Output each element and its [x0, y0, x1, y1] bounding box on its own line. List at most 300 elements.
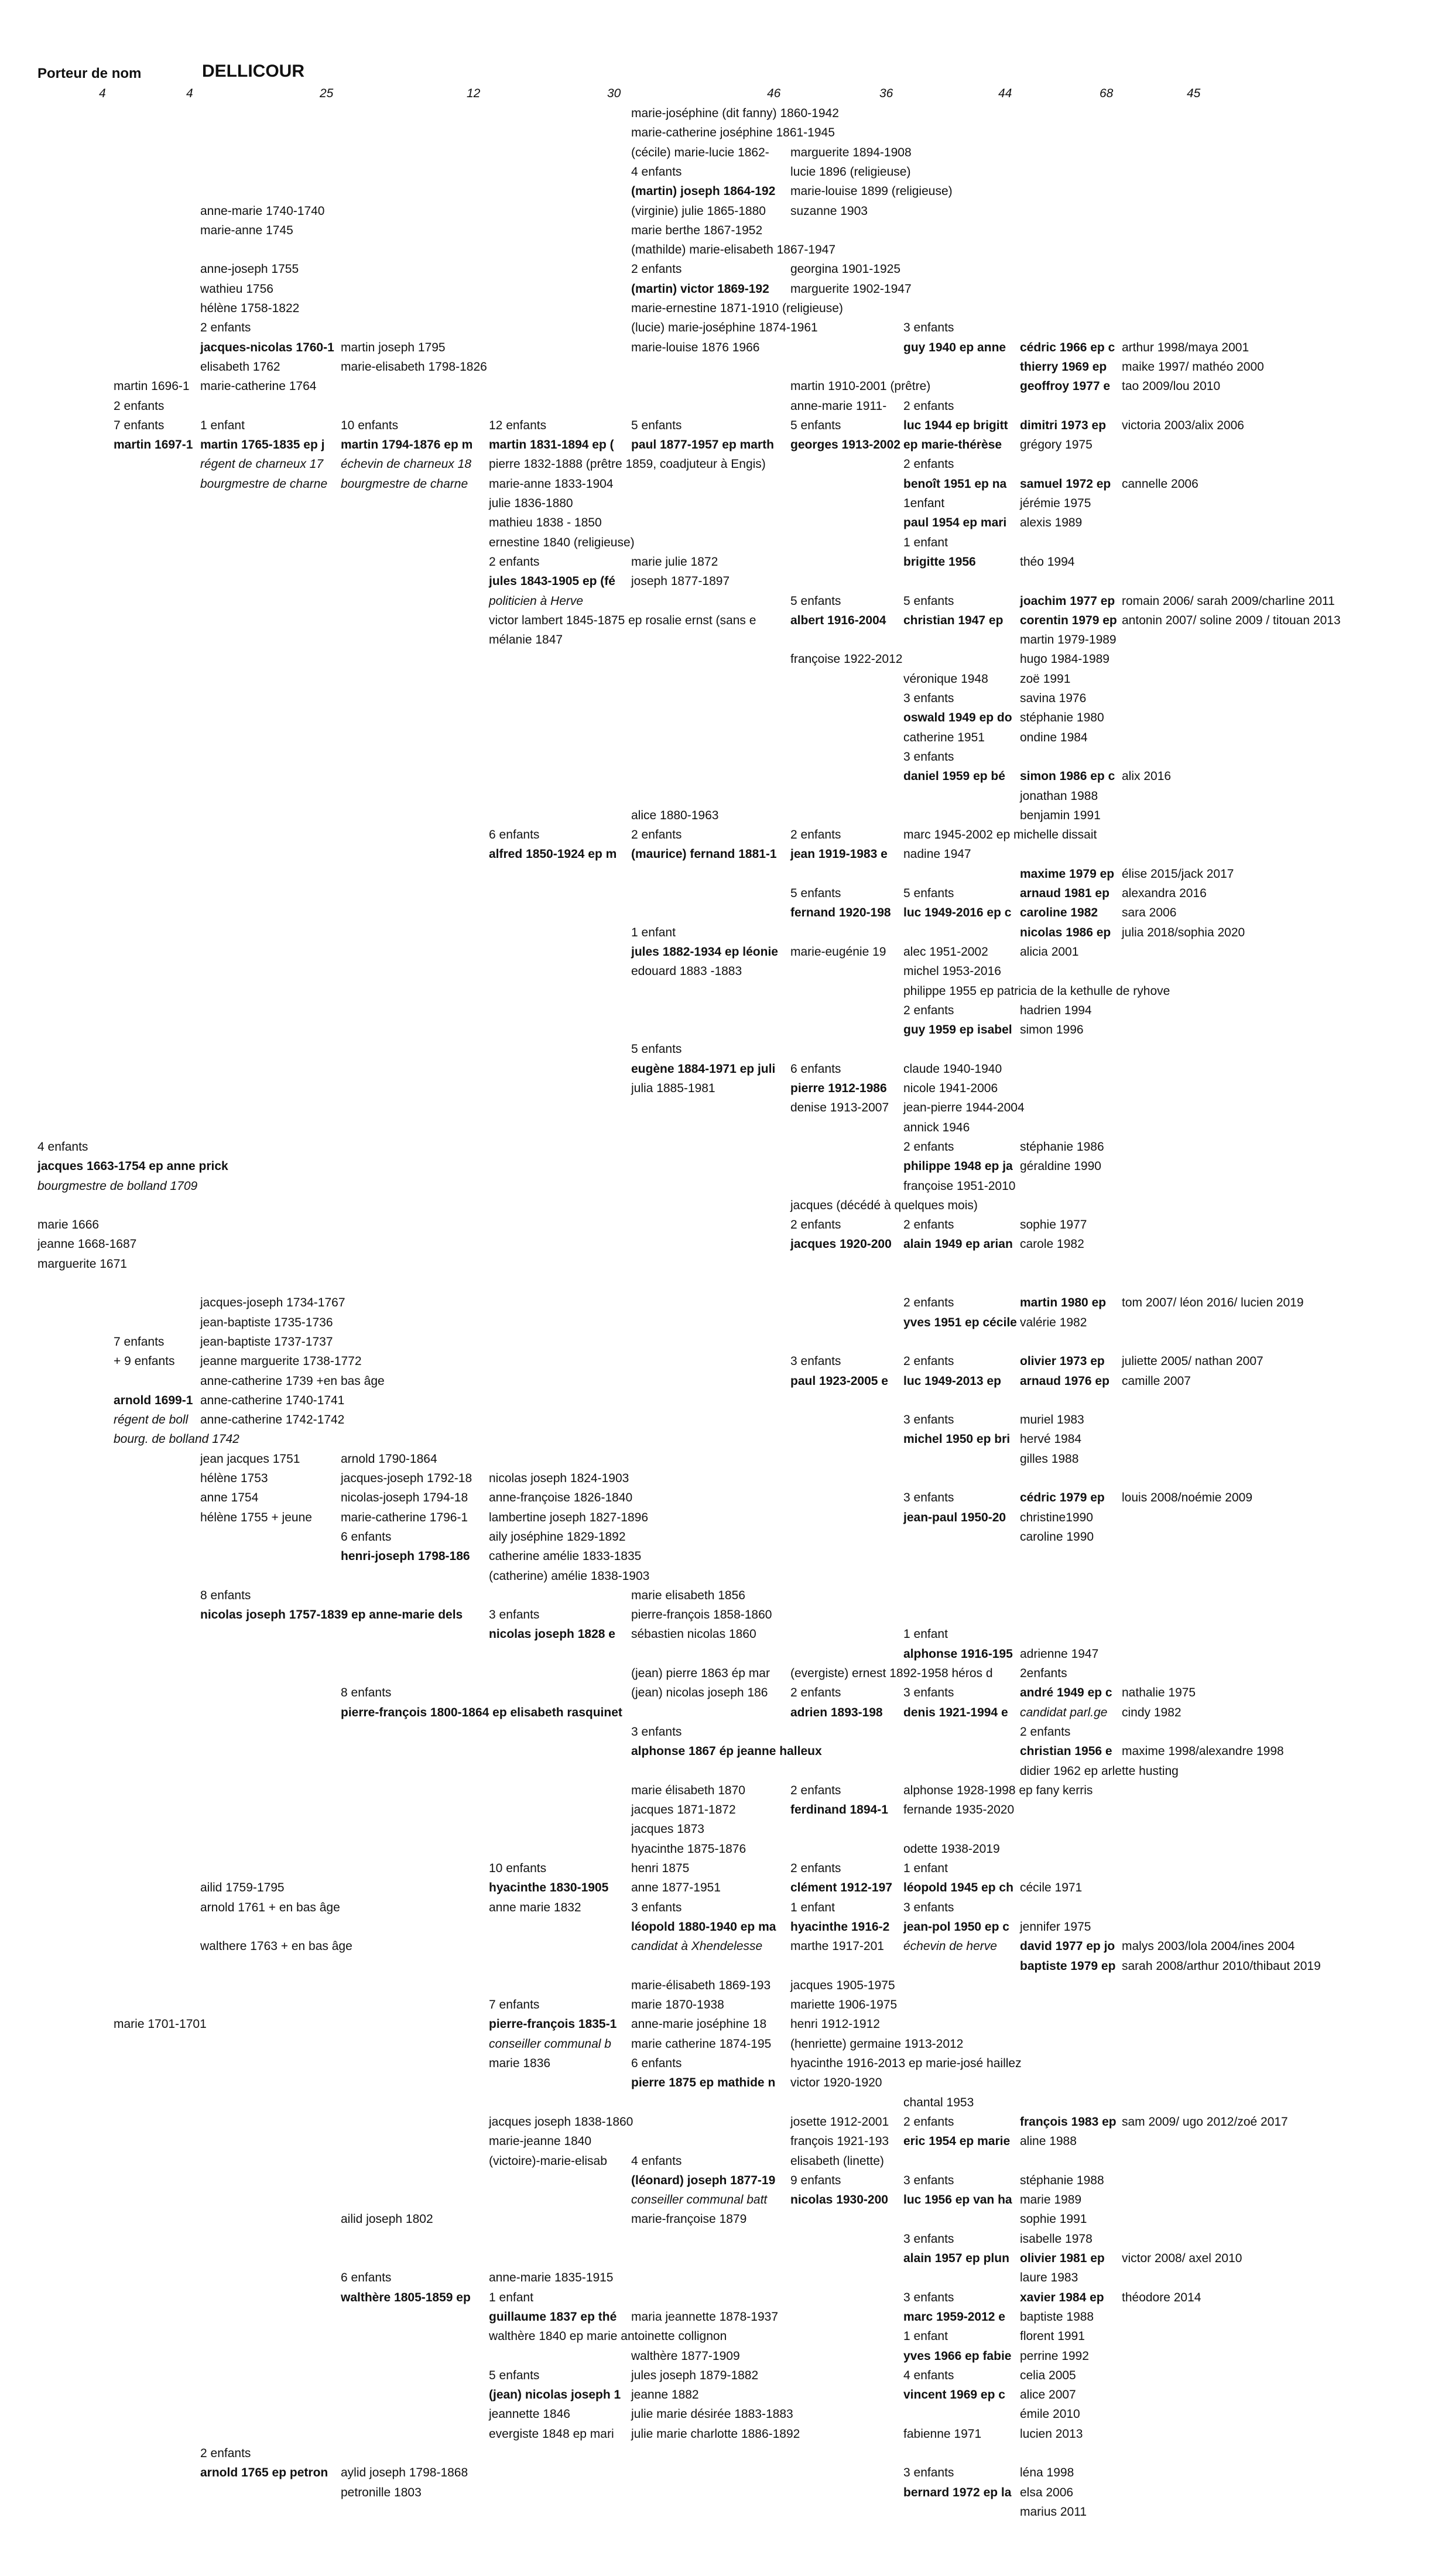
tree-cell: arnold 1790-1864 [341, 1452, 437, 1466]
tree-cell: arnold 1761 + en bas âge [200, 1900, 340, 1914]
tree-cell: 5 enfants [631, 1042, 682, 1056]
tree-cell: 7 enfants [489, 1998, 540, 2012]
tree-cell: victoria 2003/alix 2006 [1122, 418, 1244, 432]
tree-cell: françois 1921-193 [790, 2134, 889, 2149]
tree-cell: jean-paul 1950-20 [903, 1510, 1006, 1524]
tree-cell: camille 2007 [1122, 1374, 1191, 1388]
tree-cell: marie-anne 1745 [200, 223, 293, 237]
tree-cell: 3 enfants [903, 692, 954, 705]
tree-cell: nathalie 1975 [1122, 1686, 1196, 1700]
tree-cell: juliette 2005/ nathan 2007 [1122, 1354, 1263, 1369]
tree-cell: 5 enfants [903, 887, 954, 900]
tree-cell: 2 enfants [200, 2447, 251, 2460]
tree-cell: léopold 1945 ep ch [903, 1881, 1013, 1895]
tree-cell: 3 enfants [903, 1413, 954, 1427]
tree-cell: zoë 1991 [1020, 672, 1071, 686]
tree-cell: cindy 1982 [1122, 1705, 1182, 1719]
tree-cell: jacques (décédé à quelques mois) [790, 1198, 978, 1212]
tree-cell: jacques 1905-1975 [790, 1978, 895, 1992]
tree-cell: martin 1979-1989 [1020, 633, 1117, 647]
tree-cell: fernand 1920-198 [790, 906, 891, 920]
tree-cell: (mathilde) marie-elisabeth 1867-1947 [631, 243, 836, 257]
tree-cell: 2 enfants [790, 1783, 841, 1797]
tree-cell: bourgmestre de charne [341, 477, 468, 491]
tree-cell: adrien 1893-198 [790, 1705, 883, 1719]
tree-cell: régent de boll [114, 1413, 189, 1427]
tree-cell: paul 1923-2005 e [790, 1374, 888, 1388]
tree-cell: (lucie) marie-joséphine 1874-1961 [631, 321, 818, 335]
tree-cell: christian 1947 ep [903, 613, 1004, 627]
tree-cell: marie-catherine joséphine 1861-1945 [631, 126, 835, 140]
tree-cell: jean 1919-1983 e [790, 847, 888, 861]
tree-cell: jeanne 1882 [631, 2388, 699, 2402]
tree-cell: 2 enfants [489, 555, 540, 569]
tree-cell: daniel 1959 ep bé [903, 769, 1005, 784]
tree-cell: marie catherine 1874-195 [631, 2037, 772, 2051]
tree-cell: alain 1949 ep arian [903, 1237, 1013, 1251]
tree-cell: marie-jeanne 1840 [489, 2134, 592, 2149]
tree-cell: 9 enfants [790, 2173, 841, 2187]
tree-cell: jeannette 1846 [489, 2407, 570, 2421]
tree-cell: 4 enfants [631, 165, 682, 179]
tree-cell: mathieu 1838 - 1850 [489, 516, 602, 530]
tree-cell: martin 1765-1835 ep j [200, 438, 325, 452]
gen-count: 36 [879, 87, 893, 100]
tree-cell: guillaume 1837 ep thé [489, 2310, 617, 2324]
tree-cell: yves 1951 ep cécile [903, 1315, 1017, 1329]
tree-cell: alphonse 1916-195 [903, 1647, 1013, 1661]
tree-cell: marc 1945-2002 ep michelle dissait [903, 828, 1097, 842]
tree-cell: 3 enfants [903, 2173, 954, 2187]
tree-cell: walthère 1877-1909 [631, 2349, 740, 2363]
tree-cell: stéphanie 1988 [1020, 2173, 1104, 2187]
tree-cell: marie-louise 1876 1966 [631, 340, 760, 354]
tree-cell: cédric 1966 ep c [1020, 340, 1115, 354]
tree-cell: hélène 1758-1822 [200, 302, 300, 315]
tree-cell: suzanne 1903 [790, 204, 868, 218]
tree-cell: geoffroy 1977 e [1020, 379, 1111, 394]
tree-cell: ferdinand 1894-1 [790, 1803, 888, 1817]
tree-cell: victor lambert 1845-1875 ep rosalie ernst (sans e [489, 613, 756, 627]
tree-cell: hélène 1755 + jeune [200, 1510, 312, 1524]
tree-cell: maxime 1979 ep [1020, 867, 1115, 881]
tree-cell: baptiste 1979 ep [1020, 1959, 1116, 1973]
tree-cell: 2 enfants [1020, 1725, 1071, 1739]
tree-cell: françoise 1922-2012 [790, 652, 903, 666]
tree-cell: albert 1916-2004 [790, 613, 886, 627]
gen-count: 12 [467, 87, 481, 100]
tree-cell: arnold 1765 ep petron [200, 2466, 328, 2480]
tree-cell: régent de charneux 17 [200, 457, 324, 471]
tree-cell: stéphanie 1986 [1020, 1140, 1104, 1154]
tree-cell: arnaud 1976 ep [1020, 1374, 1109, 1388]
tree-cell: guy 1959 ep isabel [903, 1023, 1012, 1037]
tree-cell: paul 1877-1957 ep marth [631, 438, 774, 452]
tree-cell: candidat parl.ge [1020, 1705, 1108, 1719]
tree-cell: 1 enfant [631, 925, 676, 939]
tree-cell: savina 1976 [1020, 692, 1087, 705]
tree-cell: 2 enfants [903, 2115, 954, 2129]
tree-cell: (henriette) germaine 1913-2012 [790, 2037, 964, 2051]
tree-cell: philippe 1955 ep patricia de la kethulle de ryhove [903, 984, 1170, 998]
tree-cell: oswald 1949 ep do [903, 711, 1012, 725]
tree-cell: alexis 1989 [1020, 516, 1083, 530]
tree-cell: marthe 1917-201 [790, 1939, 884, 1954]
tree-cell: 5 enfants [790, 418, 841, 432]
tree-cell: nicolas 1930-200 [790, 2193, 888, 2207]
tree-cell: guy 1940 ep anne [903, 340, 1006, 354]
tree-cell: 2 enfants [903, 457, 954, 471]
tree-cell: jacques 1920-200 [790, 1237, 892, 1251]
tree-cell: 2 enfants [790, 1686, 841, 1700]
tree-cell: hélène 1753 [200, 1472, 268, 1485]
tree-cell: pierre 1912-1986 [790, 1082, 887, 1095]
tree-cell: elisabeth (linette) [790, 2154, 884, 2168]
tree-cell: 3 enfants [903, 2466, 954, 2480]
tree-cell: 3 enfants [903, 321, 954, 335]
tree-cell: yves 1966 ep fabie [903, 2349, 1012, 2363]
tree-cell: anne-marie 1740-1740 [200, 204, 325, 218]
tree-cell: lambertine joseph 1827-1896 [489, 1510, 649, 1524]
tree-cell: 2 enfants [903, 1354, 954, 1369]
tree-cell: (martin) victor 1869-192 [631, 282, 769, 296]
tree-cell: 1 enfant [903, 1862, 948, 1875]
tree-cell: anne-joseph 1755 [200, 262, 299, 276]
tree-cell: aline 1988 [1020, 2134, 1077, 2149]
tree-cell: maria jeannette 1878-1937 [631, 2310, 779, 2324]
tree-cell: 3 enfants [790, 1354, 841, 1369]
tree-cell: marie-catherine 1764 [200, 379, 317, 394]
tree-cell: 2 enfants [631, 262, 682, 276]
tree-cell: simon 1996 [1020, 1023, 1084, 1037]
tree-cell: luc 1949-2016 ep c [903, 906, 1012, 920]
tree-cell: jacques 1873 [631, 1822, 704, 1836]
tree-cell: anne-marie joséphine 18 [631, 2017, 767, 2031]
tree-cell: (virginie) julie 1865-1880 [631, 204, 766, 218]
tree-cell: thierry 1969 ep [1020, 360, 1107, 374]
tree-cell: florent 1991 [1020, 2329, 1085, 2344]
tree-cell: conseiller communal b [489, 2037, 611, 2051]
tree-cell: jonathan 1988 [1020, 789, 1098, 803]
tree-cell: alain 1957 ep plun [903, 2252, 1009, 2265]
tree-cell: tom 2007/ léon 2016/ lucien 2019 [1122, 1296, 1304, 1310]
tree-cell: cannelle 2006 [1122, 477, 1198, 491]
tree-cell: marie-louise 1899 (religieuse) [790, 184, 953, 199]
tree-cell: mariette 1906-1975 [790, 1998, 898, 2012]
tree-cell: jean-baptiste 1737-1737 [200, 1335, 333, 1349]
tree-cell: caroline 1990 [1020, 1530, 1094, 1544]
tree-cell: théo 1994 [1020, 555, 1075, 569]
tree-cell: vincent 1969 ep c [903, 2388, 1005, 2402]
tree-cell: pierre 1875 ep mathide n [631, 2076, 776, 2090]
tree-cell: caroline 1982 [1020, 906, 1098, 920]
tree-cell: 3 enfants [903, 2232, 954, 2246]
gen-count: 45 [1187, 87, 1201, 100]
tree-cell: échevin de charneux 18 [341, 457, 471, 471]
tree-cell: valérie 1982 [1020, 1315, 1087, 1329]
tree-cell: perrine 1992 [1020, 2349, 1089, 2363]
tree-cell: dimitri 1973 ep [1020, 418, 1107, 432]
tree-cell: 3 enfants [903, 2290, 954, 2304]
tree-cell: denis 1921-1994 e [903, 1705, 1008, 1719]
tree-cell: alicia 2001 [1020, 945, 1079, 959]
tree-cell: victor 2008/ axel 2010 [1122, 2252, 1242, 2265]
tree-cell: clément 1912-197 [790, 1881, 892, 1895]
tree-cell: pierre-françois 1858-1860 [631, 1608, 772, 1622]
tree-cell: tao 2009/lou 2010 [1122, 379, 1221, 394]
tree-cell: celia 2005 [1020, 2368, 1076, 2382]
tree-cell: 7 enfants [114, 1335, 165, 1349]
tree-cell: baptiste 1988 [1020, 2310, 1094, 2324]
tree-cell: walthere 1763 + en bas âge [200, 1939, 352, 1954]
tree-cell: martin 1831-1894 ep ( [489, 438, 614, 452]
tree-cell: sophie 1991 [1020, 2212, 1087, 2226]
tree-cell: léna 1998 [1020, 2466, 1074, 2480]
tree-cell: marie 1870-1938 [631, 1998, 724, 2012]
tree-cell: anne 1754 [200, 1491, 259, 1505]
tree-cell: sophie 1977 [1020, 1218, 1087, 1232]
tree-cell: 2 enfants [790, 1862, 841, 1875]
tree-cell: nicolas 1986 ep [1020, 925, 1111, 939]
tree-cell: benjamin 1991 [1020, 808, 1101, 822]
tree-cell: 5 enfants [790, 887, 841, 900]
tree-cell: arnaud 1981 ep [1020, 887, 1109, 900]
tree-cell: martin 1980 ep [1020, 1296, 1107, 1310]
tree-cell: sarah 2008/arthur 2010/thibaut 2019 [1122, 1959, 1321, 1973]
tree-cell: nicolas joseph 1757-1839 ep anne-marie dels [200, 1608, 463, 1622]
tree-cell: joseph 1877-1897 [631, 574, 730, 589]
tree-cell: sam 2009/ ugo 2012/zoé 2017 [1122, 2115, 1288, 2129]
tree-cell: 1 enfant [903, 535, 948, 549]
tree-cell: jennifer 1975 [1020, 1920, 1091, 1934]
tree-cell: wathieu 1756 [200, 282, 273, 296]
tree-cell: christine1990 [1020, 1510, 1093, 1524]
tree-cell: pierre-françois 1835-1 [489, 2017, 617, 2031]
tree-cell: 1 enfant [200, 418, 245, 432]
tree-cell: catherine 1951 [903, 730, 985, 744]
tree-cell: martin 1697-1 [114, 438, 193, 452]
tree-cell: jeanne marguerite 1738-1772 [200, 1354, 362, 1369]
tree-cell: muriel 1983 [1020, 1413, 1084, 1427]
tree-cell: alice 2007 [1020, 2388, 1076, 2402]
tree-cell: david 1977 ep jo [1020, 1939, 1115, 1954]
tree-cell: marie-catherine 1796-1 [341, 1510, 468, 1524]
tree-cell: conseiller communal batt [631, 2193, 768, 2207]
tree-cell: annick 1946 [903, 1120, 970, 1134]
tree-cell: arnold 1699-1 [114, 1393, 193, 1407]
tree-cell: anne 1877-1951 [631, 1881, 721, 1895]
tree-cell: elisabeth 1762 [200, 360, 280, 374]
tree-cell: luc 1956 ep van ha [903, 2193, 1012, 2207]
tree-cell: politicien à Herve [489, 594, 584, 608]
tree-cell: théodore 2014 [1122, 2290, 1201, 2304]
tree-cell: samuel 1972 ep [1020, 477, 1111, 491]
tree-cell: 1 enfant [489, 2290, 533, 2304]
tree-cell: 3 enfants [489, 1608, 540, 1622]
tree-cell: olivier 1973 ep [1020, 1354, 1105, 1369]
tree-cell: alice 1880-1963 [631, 808, 719, 822]
header-label: Porteur de nom [37, 66, 142, 81]
tree-cell: marie-anne 1833-1904 [489, 477, 614, 491]
tree-cell: ep marie-thérèse [903, 438, 1002, 452]
tree-cell: alexandra 2016 [1122, 887, 1207, 900]
tree-cell: 10 enfants [489, 1862, 547, 1875]
tree-cell: anne-françoise 1826-1840 [489, 1491, 633, 1505]
tree-cell: jacques 1663-1754 ep anne prick [37, 1159, 228, 1174]
tree-cell: 2 enfants [200, 321, 251, 335]
tree-cell: eric 1954 ep marie [903, 2134, 1011, 2149]
tree-cell: marie élisabeth 1870 [631, 1783, 745, 1797]
tree-cell: marie-françoise 1879 [631, 2212, 747, 2226]
tree-cell: 1 enfant [903, 1627, 948, 1641]
tree-cell: 10 enfants [341, 418, 399, 432]
tree-cell: jean-pierre 1944-2004 [903, 1101, 1025, 1115]
tree-cell: alix 2016 [1122, 769, 1172, 784]
tree-cell: julie 1836-1880 [489, 497, 573, 510]
tree-cell: 2 enfants [631, 828, 682, 842]
tree-cell: (catherine) amélie 1838-1903 [489, 1569, 650, 1583]
tree-cell: georges 1913-2002 [790, 438, 900, 452]
tree-cell: chantal 1953 [903, 2095, 974, 2109]
tree-cell: gilles 1988 [1020, 1452, 1079, 1466]
tree-cell: louis 2008/noémie 2009 [1122, 1491, 1253, 1505]
tree-cell: bernard 1972 ep la [903, 2485, 1012, 2499]
tree-cell: (jean) nicolas joseph 1 [489, 2388, 621, 2402]
tree-cell: fernande 1935-2020 [903, 1803, 1015, 1817]
tree-cell: henri 1875 [631, 1862, 690, 1875]
tree-cell: hyacinthe 1875-1876 [631, 1842, 746, 1856]
tree-cell: jules joseph 1879-1882 [631, 2368, 759, 2382]
tree-cell: cécile 1971 [1020, 1881, 1083, 1895]
tree-cell: 8 enfants [200, 1588, 251, 1602]
gen-count: 25 [320, 87, 334, 100]
tree-cell: christian 1956 e [1020, 1744, 1112, 1759]
tree-cell: (cécile) marie-lucie 1862- [631, 145, 769, 159]
tree-cell: corentin 1979 ep [1020, 613, 1117, 627]
tree-cell: marius 2011 [1020, 2505, 1087, 2519]
tree-cell: cédric 1979 ep [1020, 1491, 1105, 1505]
tree-cell: anne-marie 1835-1915 [489, 2271, 614, 2285]
tree-cell: marie julie 1872 [631, 555, 718, 569]
tree-cell: géraldine 1990 [1020, 1159, 1101, 1174]
tree-cell: hyacinthe 1830-1905 [489, 1881, 609, 1895]
tree-cell: bourgmestre de bolland 1709 [37, 1179, 198, 1193]
tree-cell: 4 enfants [903, 2368, 954, 2382]
tree-cell: 1 enfant [903, 2329, 948, 2344]
tree-cell: (maurice) fernand 1881-1 [631, 847, 777, 861]
tree-cell: marc 1959-2012 e [903, 2310, 1005, 2324]
tree-cell: julie marie charlotte 1886-1892 [631, 2427, 800, 2441]
tree-cell: walthère 1840 ep marie antoinette collignon [489, 2329, 727, 2344]
tree-cell: luc 1949-2013 ep [903, 1374, 1001, 1388]
tree-cell: 3 enfants [903, 1686, 954, 1700]
tree-cell: 3 enfants [903, 750, 954, 764]
tree-cell: michel 1953-2016 [903, 964, 1001, 979]
tree-cell: ernestine 1840 (religieuse) [489, 535, 635, 549]
tree-cell: 7 enfants [114, 418, 165, 432]
tree-cell: 2 enfants [903, 1296, 954, 1310]
tree-cell: michel 1950 ep bri [903, 1432, 1011, 1446]
tree-cell: eugène 1884-1971 ep juli [631, 1062, 776, 1076]
tree-cell: martin 1696-1 [114, 379, 190, 394]
tree-cell: claude 1940-1940 [903, 1062, 1002, 1076]
tree-cell: 6 enfants [489, 828, 540, 842]
tree-cell: véronique 1948 [903, 672, 988, 686]
tree-cell: nicole 1941-2006 [903, 1082, 998, 1095]
tree-cell: (léonard) joseph 1877-19 [631, 2173, 776, 2187]
tree-cell: henri-joseph 1798-186 [341, 1549, 470, 1564]
tree-cell: andré 1949 ep c [1020, 1686, 1112, 1700]
tree-cell: marguerite 1894-1908 [790, 145, 912, 159]
tree-cell: émile 2010 [1020, 2407, 1080, 2421]
tree-cell: nadine 1947 [903, 847, 971, 861]
tree-cell: julie marie désirée 1883-1883 [631, 2407, 793, 2421]
tree-cell: simon 1986 ep c [1020, 769, 1115, 784]
gen-count: 4 [186, 87, 193, 100]
tree-cell: marie 1836 [489, 2057, 551, 2070]
tree-cell: 2 enfants [790, 1218, 841, 1232]
tree-cell: martin 1910-2001 (prêtre) [790, 379, 931, 394]
tree-cell: josette 1912-2001 [790, 2115, 889, 2129]
tree-cell: (martin) joseph 1864-192 [631, 184, 776, 199]
tree-cell: pierre 1832-1888 (prêtre 1859, coadjuteur à Engis) [489, 457, 766, 471]
tree-cell: 5 enfants [631, 418, 682, 432]
tree-cell: 2 enfants [903, 1140, 954, 1154]
tree-cell: jacques-joseph 1734-1767 [200, 1296, 345, 1310]
tree-cell: evergiste 1848 ep mari [489, 2427, 614, 2441]
tree-cell: 3 enfants [903, 1900, 954, 1914]
tree-cell: anne-catherine 1740-1741 [200, 1393, 345, 1407]
tree-cell: elsa 2006 [1020, 2485, 1074, 2499]
tree-cell: edouard 1883 -1883 [631, 964, 742, 979]
tree-cell: jacques-joseph 1792-18 [341, 1472, 472, 1485]
tree-cell: petronille 1803 [341, 2485, 422, 2499]
tree-cell: maike 1997/ mathéo 2000 [1122, 360, 1264, 374]
tree-cell: didier 1962 ep arlette husting [1020, 1764, 1179, 1778]
tree-cell: 4 enfants [631, 2154, 682, 2168]
tree-cell: nicolas joseph 1824-1903 [489, 1472, 629, 1485]
tree-cell: 2enfants [1020, 1667, 1067, 1680]
tree-cell: arthur 1998/maya 2001 [1122, 340, 1249, 354]
tree-cell: fabienne 1971 [903, 2427, 982, 2441]
tree-cell: françois 1983 ep [1020, 2115, 1117, 2129]
tree-cell: julia 1885-1981 [631, 1082, 715, 1095]
tree-cell: échevin de herve [903, 1939, 997, 1954]
tree-cell: jérémie 1975 [1020, 497, 1091, 510]
tree-cell: 2 enfants [903, 399, 954, 413]
tree-cell: denise 1913-2007 [790, 1101, 889, 1115]
tree-cell: stéphanie 1980 [1020, 711, 1104, 725]
gen-count: 68 [1100, 87, 1114, 100]
tree-cell: marie berthe 1867-1952 [631, 223, 763, 237]
tree-cell: malys 2003/lola 2004/ines 2004 [1122, 1939, 1295, 1954]
tree-cell: nicolas joseph 1828 e [489, 1627, 615, 1641]
tree-cell: sébastien nicolas 1860 [631, 1627, 756, 1641]
tree-cell: 6 enfants [631, 2057, 682, 2070]
tree-cell: 2 enfants [790, 828, 841, 842]
tree-cell: sara 2006 [1122, 906, 1177, 920]
tree-cell: marie-élisabeth 1869-193 [631, 1978, 771, 1992]
tree-cell: 5 enfants [903, 594, 954, 608]
tree-cell: aily joséphine 1829-1892 [489, 1530, 626, 1544]
tree-cell: catherine amélie 1833-1835 [489, 1549, 642, 1564]
tree-cell: adrienne 1947 [1020, 1647, 1099, 1661]
tree-cell: benoît 1951 ep na [903, 477, 1007, 491]
tree-cell: + 9 enfants [114, 1354, 175, 1369]
tree-cell: anne marie 1832 [489, 1900, 581, 1914]
tree-cell: lucien 2013 [1020, 2427, 1083, 2441]
tree-cell: georgina 1901-1925 [790, 262, 900, 276]
